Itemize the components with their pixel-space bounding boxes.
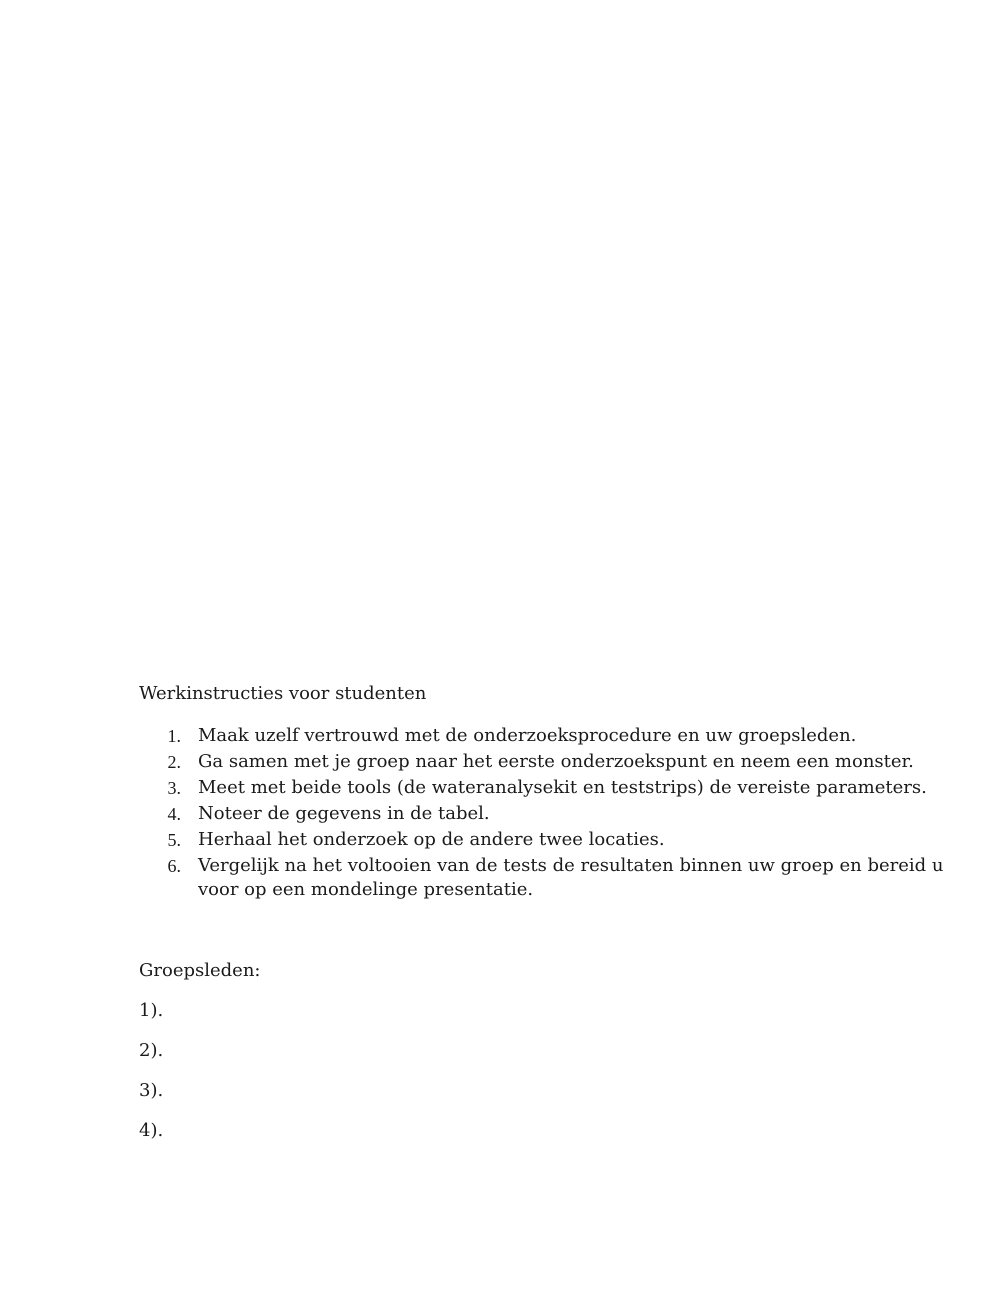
- list-item-text: Noteer de gegevens in de tabel.: [198, 803, 490, 824]
- list-item: [139, 750, 969, 774]
- list-item: [139, 776, 969, 800]
- group-member-entry: 4).: [139, 1120, 164, 1141]
- list-item-number: 4.: [167, 804, 181, 824]
- list-item: [139, 724, 969, 748]
- list-item-number: 2.: [167, 752, 181, 772]
- list-item-number: 6.: [167, 856, 181, 876]
- group-members-list: [139, 999, 969, 1143]
- list-item-text: Maak uzelf vertrouwd met de onderzoeksprocedure en uw groepsleden.: [198, 725, 857, 746]
- group-member-entry: 1).: [139, 1000, 164, 1021]
- list-item: [139, 828, 969, 852]
- group-members-title: Groepsleden:: [139, 960, 261, 981]
- list-item-text: Ga samen met je groep naar het eerste onderzoekspunt en neem een monster.: [198, 751, 914, 772]
- instruction-list: [139, 724, 969, 902]
- list-item-text: Herhaal het onderzoek op de andere twee locaties.: [198, 829, 665, 850]
- list-item-text: Meet met beide tools (de wateranalysekit en teststrips) de vereiste parameters.: [198, 777, 927, 798]
- list-item-text: Vergelijk na het voltooien van de tests de resultaten binnen uw groep en bereid u voor op een mondelinge presentatie.: [198, 855, 944, 900]
- list-item: [139, 802, 969, 826]
- list-item-number: 3.: [167, 778, 181, 798]
- document-body: [139, 682, 969, 1159]
- group-member-entry: 2).: [139, 1040, 164, 1061]
- group-member-entry: 3).: [139, 1080, 164, 1101]
- page-title: Werkinstructies voor studenten: [139, 683, 427, 704]
- list-item: [139, 854, 969, 902]
- list-item-number: 1.: [167, 726, 181, 746]
- list-item-number: 5.: [167, 830, 181, 850]
